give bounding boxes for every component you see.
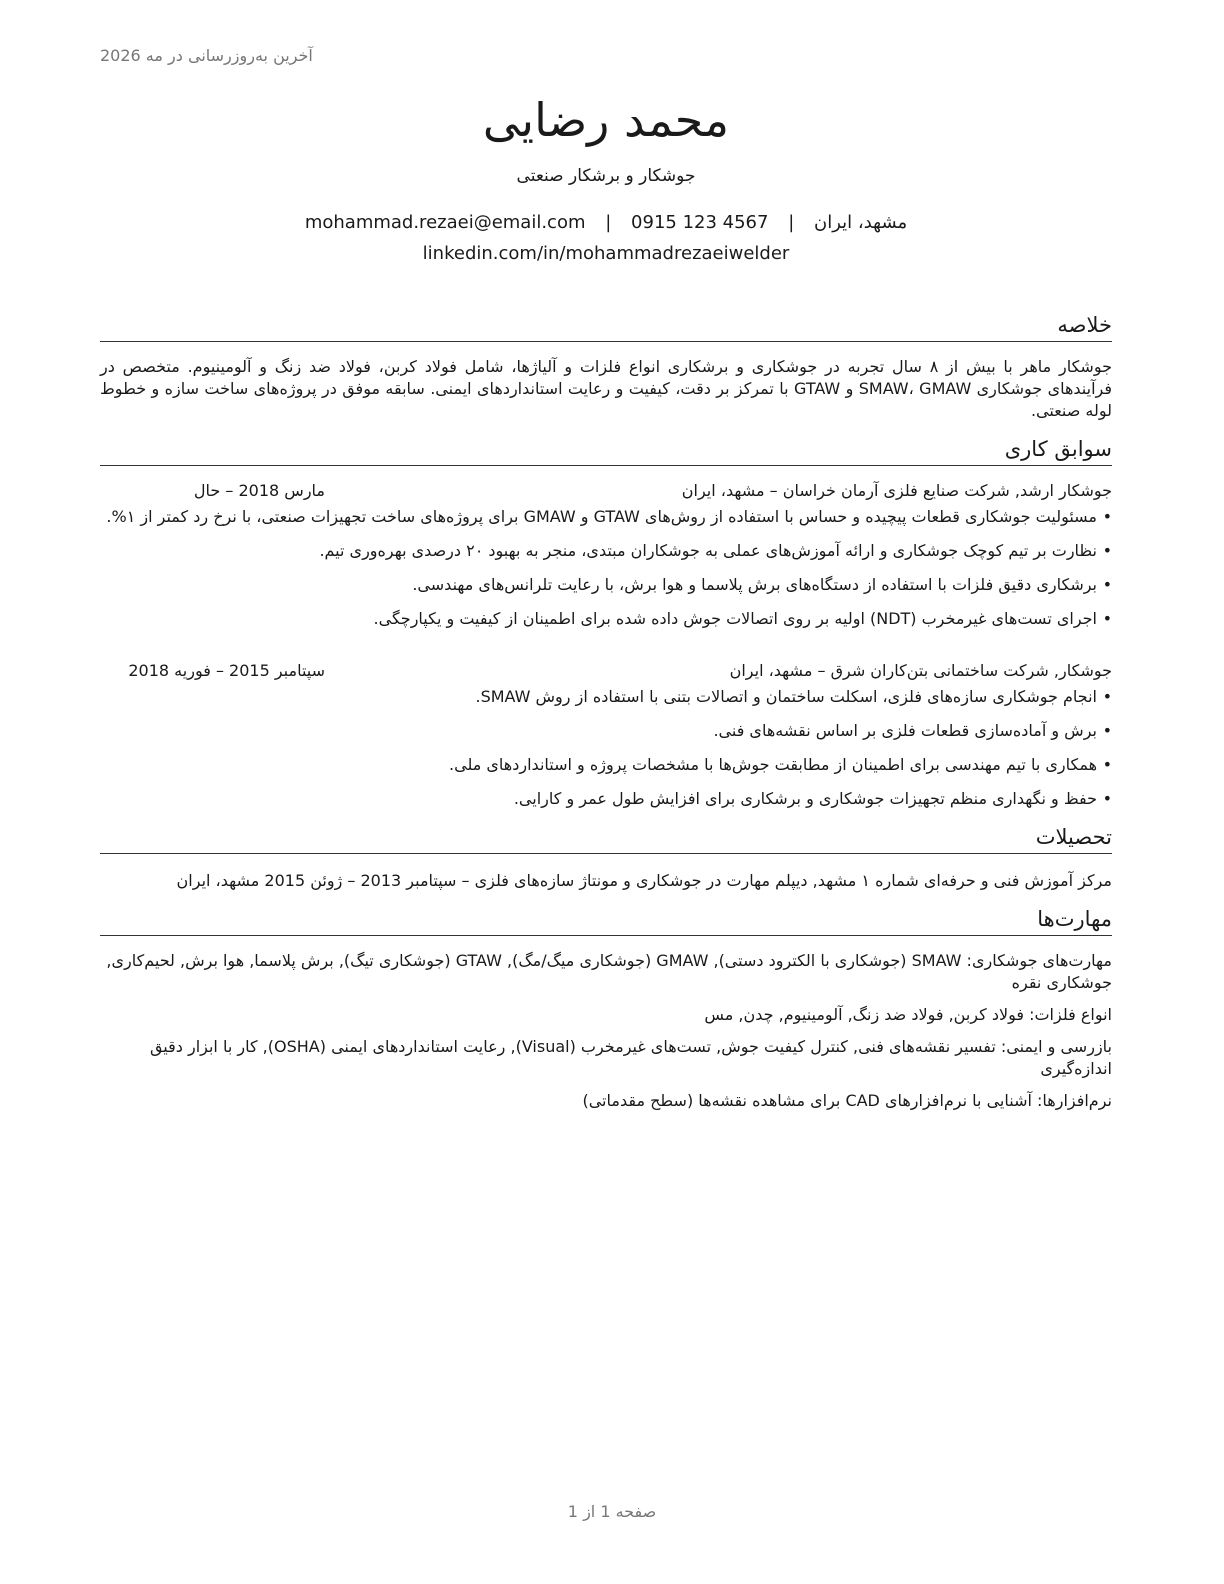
bullet-icon: • <box>1102 755 1112 774</box>
job-title: جوشکار و برشکار صنعتی <box>516 166 696 186</box>
last-updated-note: آخرین به‌روزرسانی در مه 2026 <box>100 46 313 65</box>
section-heading-experience: سوابق کاری <box>100 434 1112 466</box>
experience-section <box>100 434 1112 810</box>
linkedin-link[interactable]: linkedin.com/in/mohammadrezaeiwelder <box>422 243 790 264</box>
bullet-text: همکاری با تیم مهندسی برای اطمینان از مطابقت جوش‌ها با مشخصات پروژه و استانداردهای ملی. <box>449 755 1097 774</box>
job-role: جوشکار ارشد, شرکت صنایع فلزی آرمان خراسان – مشهد، ایران <box>681 481 1112 500</box>
job-bullets <box>100 686 1112 810</box>
list-item <box>100 686 1112 708</box>
bullet-text: انجام جوشکاری سازه‌های فلزی، اسکلت ساختمان و اتصالات بتنی با استفاده از روش SMAW. <box>475 687 1097 706</box>
list-item <box>100 540 1112 562</box>
resume-body <box>100 310 1112 1122</box>
job-entry <box>100 480 1112 630</box>
bullet-icon: • <box>1102 789 1112 808</box>
summary-text: جوشکار ماهر با بیش از ۸ سال تجربه در جوشکاری و برشکاری انواع فلزات و آلیاژها، شامل فولاد کربن، فولاد ضد زنگ و آلومینیوم. متخصص در فرآیندهای جوشکاری SMAW، GMAW و GTAW با تمرکز بر دقت، کیفیت و رعایت استانداردهای ایمنی. سابقه موفق در پروژه‌های ساخت سازه و خطوط لوله صنعتی. <box>100 357 1113 420</box>
bullet-text: مسئولیت جوشکاری قطعات پیچیده و حساس با استفاده از روش‌های GTAW و GMAW برای پروژه‌های ساخت تجهیزات صنعتی، با نرخ رد کمتر از ۱%. <box>106 507 1097 526</box>
page-number: صفحه 1 از 1 <box>567 1502 657 1521</box>
bullet-text: حفظ و نگهداری منظم تجهیزات جوشکاری و برشکاری برای افزایش طول عمر و کارایی. <box>513 789 1097 808</box>
contact-line <box>100 212 1112 233</box>
section-heading-education: تحصیلات <box>100 822 1112 854</box>
bullet-icon: • <box>1102 507 1112 526</box>
skill-line-inspection: بازرسی و ایمنی: تفسیر نقشه‌های فنی, کنترل کیفیت جوش, تست‌های غیرمخرب (Visual), رعایت استانداردهای ایمنی (OSHA), کار با ابزار دقیق اندازه‌گیری <box>149 1037 1112 1078</box>
bullet-icon: • <box>1102 687 1112 706</box>
contact-location: مشهد، ایران <box>814 212 908 233</box>
section-heading-skills: مهارت‌ها <box>100 904 1112 936</box>
list-item <box>100 506 1112 528</box>
bullet-icon: • <box>1102 575 1112 594</box>
job-date: مارس 2018 – حال <box>193 481 325 500</box>
bullet-text: اجرای تست‌های غیرمخرب (NDT) اولیه بر روی اتصالات جوش داده شده برای اطمینان از کیفیت و یکپارچگی. <box>373 609 1097 628</box>
bullet-text: نظارت بر تیم کوچک جوشکاری و ارائه آموزش‌های عملی به جوشکاران مبتدی، منجر به بهبود ۲۰ درصدی بهره‌وری تیم. <box>319 541 1097 560</box>
bullet-text: برشکاری دقیق فلزات با استفاده از دستگاه‌های برش پلاسما و هوا برش، با رعایت تلرانس‌های مهندسی. <box>412 575 1097 594</box>
section-heading-summary: خلاصه <box>100 310 1112 342</box>
contact-phone: 0915 123 4567 <box>631 212 769 233</box>
job-header <box>100 660 1112 682</box>
job-bullets <box>100 506 1112 630</box>
education-entry: مرکز آموزش فنی و حرفه‌ای شماره ۱ مشهد, دیپلم مهارت در جوشکاری و مونتاژ سازه‌های فلزی – سپتامبر 2013 – ژوئن 2015 مشهد، ایران <box>176 871 1112 890</box>
summary-section <box>100 310 1112 422</box>
list-item <box>100 608 1112 630</box>
contact-email[interactable]: mohammad.rezaei@email.com <box>304 212 586 233</box>
candidate-name: محمد رضایی <box>482 93 730 147</box>
bullet-icon: • <box>1102 721 1112 740</box>
bullet-icon: • <box>1102 541 1112 560</box>
skills-section <box>100 904 1112 1112</box>
job-date: سپتامبر 2015 – فوریه 2018 <box>128 661 325 680</box>
job-role: جوشکار, شرکت ساختمانی بتن‌کاران شرق – مشهد، ایران <box>729 661 1112 680</box>
education-section <box>100 822 1112 892</box>
job-header <box>100 480 1112 502</box>
list-item <box>100 720 1112 742</box>
skill-line-metals: انواع فلزات: فولاد کربن, فولاد ضد زنگ, آلومینیوم, چدن, مس <box>704 1005 1112 1024</box>
contact-separator: | <box>788 212 795 233</box>
list-item <box>100 788 1112 810</box>
contact-separator: | <box>605 212 612 233</box>
list-item <box>100 754 1112 776</box>
list-item <box>100 574 1112 596</box>
skills-list <box>100 950 1112 1112</box>
bullet-icon: • <box>1102 609 1112 628</box>
skill-line-welding: مهارت‌های جوشکاری: SMAW (جوشکاری با الکترود دستی), GMAW (جوشکاری میگ/مگ), GTAW (جوشکاری تیگ), برش پلاسما, هوا برش, لحیم‌کاری, جوشکاری نقره <box>106 951 1112 992</box>
bullet-text: برش و آماده‌سازی قطعات فلزی بر اساس نقشه‌های فنی. <box>713 721 1097 740</box>
skill-line-software: نرم‌افزارها: آشنایی با نرم‌افزارهای CAD برای مشاهده نقشه‌ها (سطح مقدماتی) <box>582 1091 1112 1110</box>
resume-header <box>100 88 1112 264</box>
job-entry <box>100 660 1112 810</box>
